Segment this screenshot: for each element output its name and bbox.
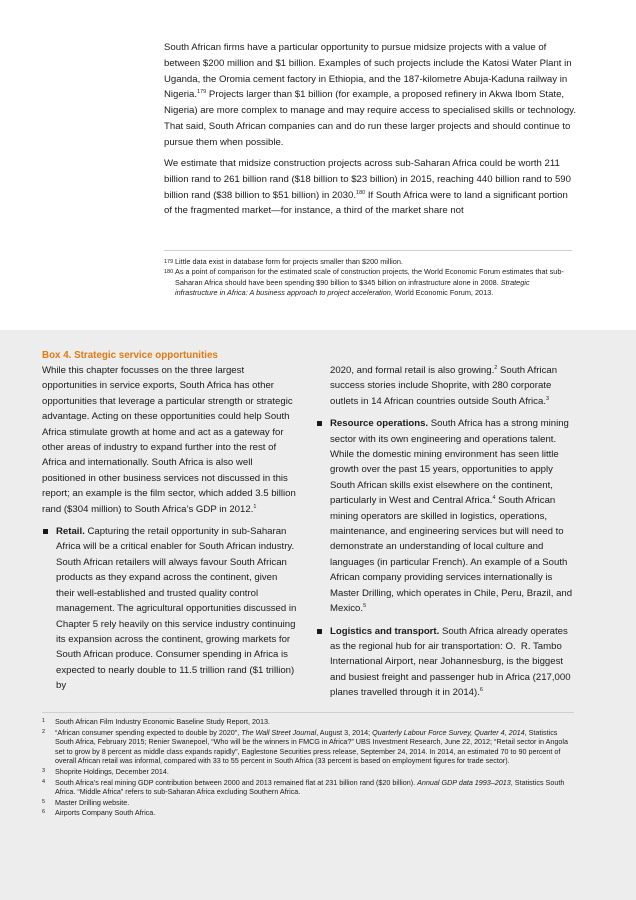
bullet-text: South Africa already operates as the regional hub for air transportation: O. R. Tambo International Airport, near Johannesburg, is the biggest and busiest freight and passenger hub in Africa (217,000 planes travelled through it in 2014). xyxy=(330,625,571,699)
footnote-ref[interactable]: 4 xyxy=(492,495,496,502)
box-title: Box 4. Strategic service opportunities xyxy=(42,350,218,361)
footnote-ref[interactable]: 180 xyxy=(356,189,366,196)
footnote-ref[interactable]: 2 xyxy=(494,365,498,371)
footnote-citation-title: Quarterly Labour Force Survey, Quarter 4, 2014 xyxy=(372,727,525,737)
bullet-square-icon xyxy=(317,629,322,634)
bullet-retail-continued xyxy=(316,363,574,409)
footnote-number: 4 xyxy=(42,778,46,785)
bullet-retail xyxy=(42,524,297,693)
paragraph-text: If South Africa were to land a significant portion of the fragmented market—for instance, a third of the market share not xyxy=(164,189,568,217)
footnote-ref[interactable]: 5 xyxy=(363,603,367,610)
footnote-number: 180 xyxy=(164,269,174,276)
bullet-text: South African success stories include Shoprite, with 280 corporate outlets in 14 African countries outside South Africa. xyxy=(330,365,558,407)
footnote-text-part: “African consumer spending expected to double by 2020”, xyxy=(55,727,242,737)
footnote-ref[interactable]: 3 xyxy=(546,395,550,402)
footnote-citation-title: Strategic infrastructure in Africa: A business approach to project acceleration xyxy=(175,277,530,298)
box-column-left xyxy=(42,363,297,701)
bullet-square-icon xyxy=(43,529,48,534)
bullet-text: South Africa has a strong mining sector with its own engineering and operations talent. While the domestic mining environment has seen little growth over the past 15 years, opportunities to apply South African skills exist elsewhere on the continent, particularly in West and Central Africa. xyxy=(330,418,569,507)
bullet-heading: Retail. xyxy=(56,526,85,538)
footnote-ref[interactable]: 179 xyxy=(197,89,207,96)
footnote-2 xyxy=(42,728,574,766)
bullet-heading: Resource operations. xyxy=(330,418,429,430)
top-footnotes xyxy=(164,257,574,299)
footnote-number: 179 xyxy=(164,259,174,265)
footnote-text: Little data exist in database form for projects smaller than $200 million. xyxy=(175,257,403,266)
bullet-text: 2020, and formal retail is also growing. xyxy=(330,365,495,376)
footnote-6 xyxy=(42,808,574,818)
body-paragraph-market-estimate xyxy=(164,156,576,219)
bullet-text: Capturing the retail opportunity in sub-Saharan Africa will be a critical enabler for South African industry. South African retailers will always favour South African products as they expand across the continent, given their well-established and trusted quality control management. The agricultural opportunities discussed in Chapter 5 rely heavily on this service industry continuing its expansion across the continent, growing markets for South African produce. Consumer spending in Africa is expected to nearly double to 11.5 trillion rand ($1 trillion) by xyxy=(56,526,297,692)
footnote-text-part: South Africa’s real mining GDP contribution between 2000 and 2013 remained flat at 231 billion rand ($20 billion). xyxy=(55,777,418,787)
footnote-citation-title: Annual GDP data 1993–2013 xyxy=(417,777,511,787)
footnote-text-part: , Statistics South Africa, February 2015; Renier Swanepoel, “Who will be the winners in FMCG in Africa?” UBS Investment Research, June 22, 2012; “Retail sector in Angola set to grow by 8 percent as middle class expands rapidly”, Eaglestone Securities press release, September 24, 2014. In 2014, an estimated 70 to 90 percent of overall African retail was informal, compared with 33 to 55 percent in South Africa (33 percent is based on employment figures for trade sector). xyxy=(55,727,568,766)
footnote-number: 3 xyxy=(42,767,46,774)
footnote-3 xyxy=(42,767,574,777)
bullet-text: South African mining operators are skilled in logistics, operations, maintenance, and engineering services but will need to demonstrate an understanding of local culture and languages (in particular French). An example of a South African company providing services internationally is Master Drilling, which operates in Chile, Peru, Brazil, and Mexico. xyxy=(330,495,573,615)
paragraph-text: South African firms have a particular opportunity to pursue midsize projects with a value of between $200 million and $1 billion. Examples of such projects include the Katosi Water Plant in Uganda, the Oromia cement factory in Ethiopia, and the 187-kilometre Abuja-Kaduna railway in Nigeria. xyxy=(164,42,572,101)
box-footnote-divider xyxy=(42,712,574,713)
body-paragraph-midsize-projects xyxy=(164,40,576,151)
paragraph-text: Projects larger than $1 billion (for example, a proposed refinery in Akwa Ibom State, Nigeria) are more complex to manage and may require access to specialised skills or technology. That said, South African companies can and do run these larger projects and should continue to pursue them when possible. xyxy=(164,89,577,148)
footnote-number: 2 xyxy=(42,728,46,735)
bullet-logistics-transport xyxy=(316,624,574,701)
paragraph-text: We estimate that midsize construction projects across sub-Saharan Africa could be worth 211 billion rand to 261 billion rand ($18 billion to $23 billion) in 2015, reaching 440 billion rand to 590 billion rand ($38 billion to $51 billion) in 2030. xyxy=(164,158,571,201)
footnote-179 xyxy=(164,257,574,267)
footnote-5 xyxy=(42,798,574,808)
footnote-text-part: , World Economic Forum, 2013. xyxy=(390,288,494,298)
footnote-180 xyxy=(164,267,574,298)
footnote-text-part: , Statistics South Africa. “Middle Africa” refers to sub-Saharan Africa excluding Southern Africa. xyxy=(55,777,565,797)
footnote-text-part: As a point of comparison for the estimated scale of construction projects, the World Economic Forum estimates that sub-Saharan Africa should have been spending $90 billion to $345 billion on infrastructure alone in 2008. xyxy=(175,267,564,287)
paragraph-text: While this chapter focusses on the three largest opportunities in service exports, South Africa has other opportunities that leverage a particular strength or strategic advantage. Acting on these opportunities could help South Africa stimulate growth at home and act as a gateway for other areas of industry to expand further into the rest of Africa and internationally. South Africa is also well positioned in other business services not discussed in this report; an example is the film sector, which added 3.5 billion rand ($304 million) to South Africa’s GDP in 2012. xyxy=(42,365,296,515)
bullet-resource-operations xyxy=(316,416,574,616)
footnote-ref[interactable]: 6 xyxy=(479,687,483,694)
footnote-4 xyxy=(42,778,574,797)
bullet-square-icon xyxy=(317,421,322,426)
footnote-1 xyxy=(42,717,574,727)
footnote-text xyxy=(55,778,574,797)
footnote-text: South African Film Industry Economic Baseline Study Report, 2013. xyxy=(55,717,270,726)
footnote-ref[interactable]: 1 xyxy=(253,503,257,510)
footnote-text-part: , August 3, 2014; xyxy=(316,727,373,737)
footnote-text: Shoprite Holdings, December 2014. xyxy=(55,766,169,776)
footnote-text xyxy=(55,728,574,766)
footnote-text: Airports Company South Africa. xyxy=(55,808,156,818)
footnote-citation-title: The Wall Street Journal xyxy=(241,727,317,737)
box-footnotes xyxy=(42,717,574,819)
footnote-text: Master Drilling website. xyxy=(55,797,130,807)
footnote-divider xyxy=(164,250,572,251)
box-intro-paragraph xyxy=(42,363,297,517)
bullet-heading: Logistics and transport. xyxy=(330,625,440,637)
footnote-number: 5 xyxy=(42,798,46,805)
box-column-right xyxy=(316,363,574,708)
footnote-number: 6 xyxy=(42,809,46,816)
footnote-number: 1 xyxy=(42,718,46,724)
footnote-text xyxy=(175,267,574,298)
